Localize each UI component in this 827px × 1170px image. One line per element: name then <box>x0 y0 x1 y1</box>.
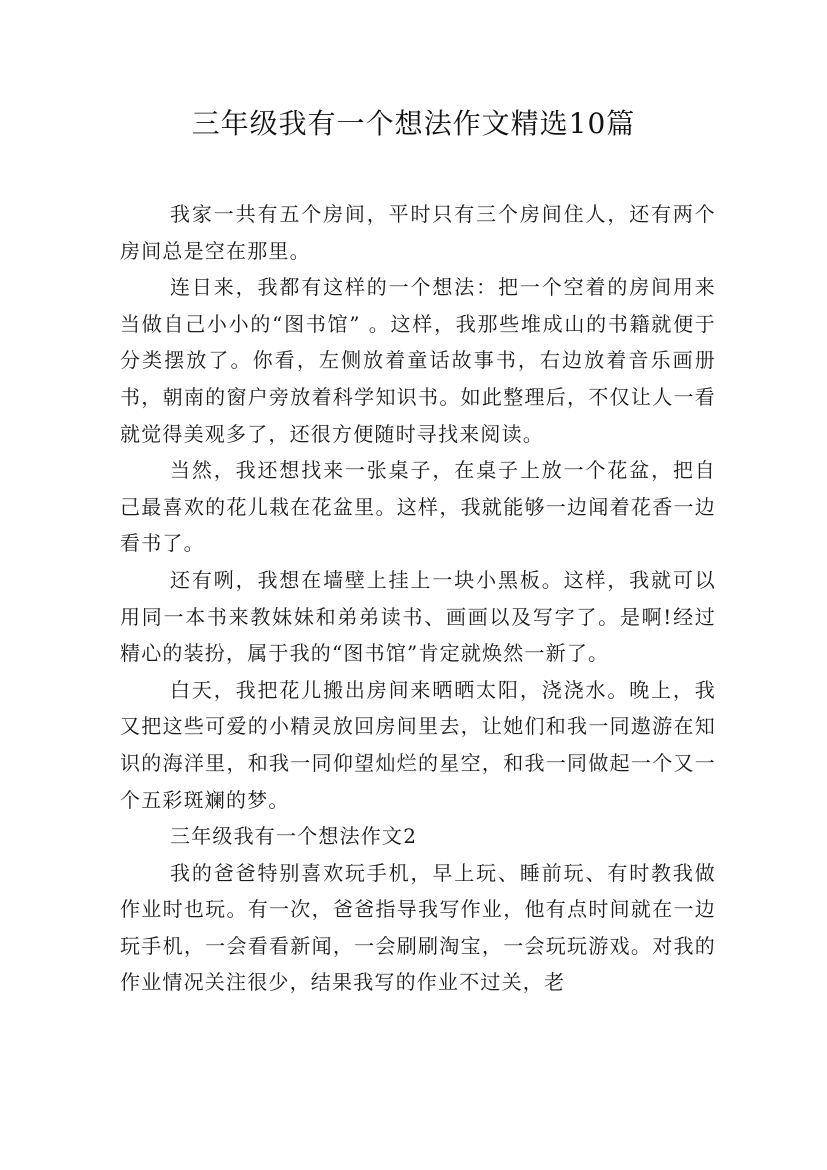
document-title: 三年级我有一个想法作文精选10篇 <box>191 107 636 140</box>
document-body <box>120 196 716 1001</box>
paragraph: 白天，我把花儿搬出房间来晒晒太阳，浇浇水。晚上，我又把这些可爱的小精灵放回房间里去，让她们和我一同遨游在知识的海洋里，和我一同仰望灿烂的星空，和我一同做起一个又一个五彩斑斓的梦。 <box>120 677 716 812</box>
paragraph: 连日来，我都有这样的一个想法：把一个空着的房间用来当做自己小小的“图书馆” 。这样，我那些堆成山的书籍就便于分类摆放了。你看，左侧放着童话故事书，右边放着音乐画册书，朝南的窗户旁放着科学知识书。如此整理后，不仅让人一看就觉得美观多了，还很方便随时寻找来阅读。 <box>120 275 716 446</box>
paragraph: 还有咧，我想在墙壁上挂上一块小黑板。这样，我就可以用同一本书来教妹妹和弟弟读书、画画以及写字了。是啊!经过精心的装扮，属于我的“图书馆”肯定就焕然一新了。 <box>120 567 716 666</box>
paragraph: 当然，我还想找来一张桌子，在桌子上放一个花盆，把自己最喜欢的花儿栽在花盆里。这样，我就能够一边闻着花香一边看书了。 <box>120 458 716 556</box>
section-heading: 三年级我有一个想法作文2 <box>170 824 418 849</box>
paragraph: 我家一共有五个房间，平时只有三个房间住人，还有两个房间总是空在那里。 <box>120 202 716 263</box>
paragraph: 我的爸爸特别喜欢玩手机，早上玩、睡前玩、有时教我做作业时也玩。有一次，爸爸指导我写作业，他有点时间就在一边玩手机，一会看看新闻，一会刷刷淘宝，一会玩玩游戏。对我的作业情况关注很少，结果我写的作业不过关，老 <box>120 860 716 995</box>
